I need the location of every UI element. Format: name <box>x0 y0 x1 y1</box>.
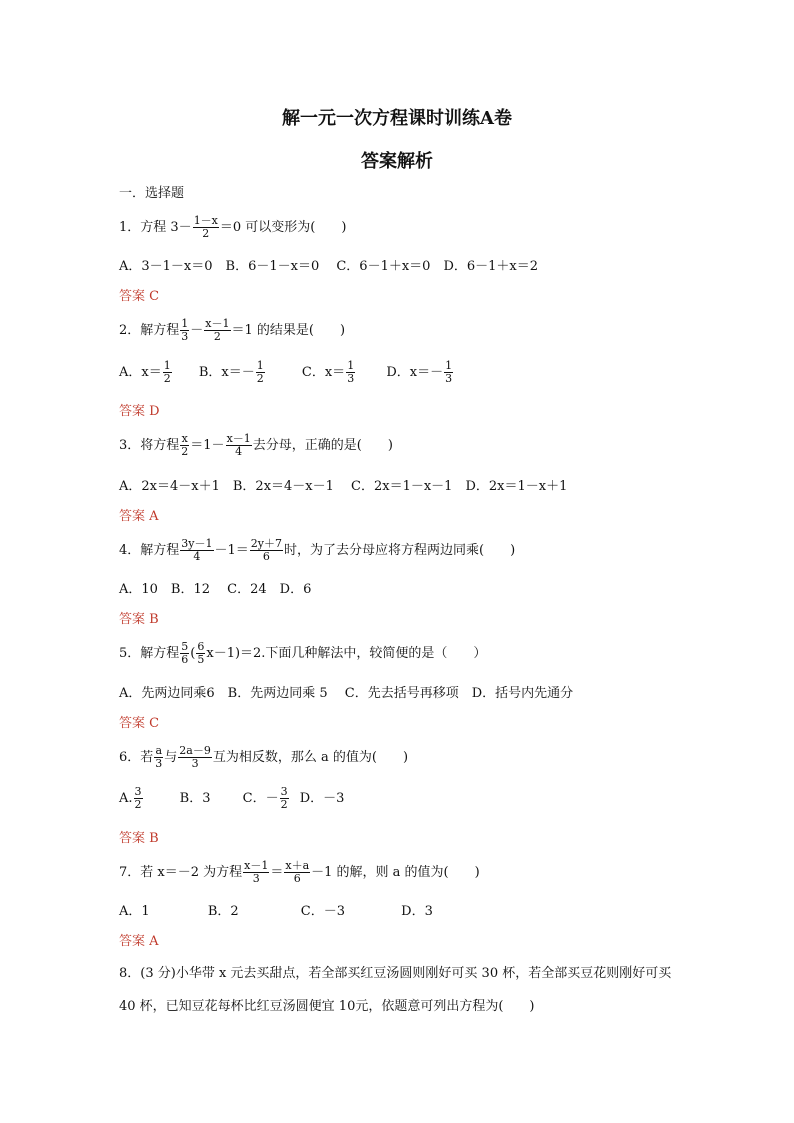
answer-6: 答案 B <box>119 831 159 846</box>
fraction-numerator: 1 <box>163 359 171 372</box>
answer-3: 答案 A <box>119 509 159 524</box>
text-segment: C．－3 <box>300 904 345 919</box>
fraction-denominator: 2 <box>181 445 189 459</box>
fraction <box>226 433 252 458</box>
question-1-options: A．3－1－x＝0 B．6－1－x＝0 C．6－1＋x＝0 D．6－1＋x＝2 <box>119 259 539 274</box>
fraction <box>180 641 189 666</box>
text-segment: A. <box>119 791 133 807</box>
fraction-numerator: x＋a <box>285 859 310 872</box>
text-segment: D．3 <box>401 904 433 919</box>
question-8-line-1: 8．(3 分)小华带 x 元去买甜点，若全部买红豆汤圆则刚好可买 30 杯，若全部买豆花则刚好可买 <box>119 966 672 981</box>
text-segment: 2．解方程 <box>119 323 180 339</box>
fraction-denominator: 5 <box>197 653 205 667</box>
question-1 <box>119 215 346 240</box>
fraction-numerator: x <box>181 432 188 445</box>
section-heading: 一．选择题 <box>119 186 185 201</box>
fraction-denominator: 4 <box>193 550 201 564</box>
fraction-denominator: 6 <box>293 872 301 886</box>
fraction-numerator: 3 <box>134 785 142 798</box>
fraction <box>193 215 219 240</box>
fraction-denominator: 2 <box>202 227 210 241</box>
text-segment: B．x＝－ <box>198 365 255 381</box>
text-segment: 5．解方程 <box>119 646 180 662</box>
fraction-numerator: 3y－1 <box>181 537 213 550</box>
fraction-numerator: 1 <box>445 359 453 372</box>
fraction <box>163 360 172 385</box>
fraction-denominator: 6 <box>181 653 189 667</box>
question-4-options: A．10 B．12 C．24 D．6 <box>119 582 312 597</box>
fraction-numerator: 5 <box>181 640 189 653</box>
question-8-line-2: 40 杯，已知豆花每杯比红豆汤圆便宜 10元，依题意可列出方程为( ) <box>119 999 535 1014</box>
question-3-options: A．2x＝4－x＋1 B．2x＝4－x－1 C．2x＝1－x－1 D．2x＝1－x＋1 <box>119 479 568 494</box>
fraction-numerator: 1－x <box>193 214 218 227</box>
fraction-denominator: 3 <box>191 757 199 771</box>
question-2-options <box>119 360 454 385</box>
fraction <box>346 360 355 385</box>
text-segment: －1＝ <box>214 543 249 559</box>
answer-1: 答案 C <box>119 289 160 304</box>
text-segment: ＝1 的结果是( ) <box>231 323 346 339</box>
fraction <box>180 433 189 458</box>
text-segment: C．x＝ <box>301 365 346 381</box>
fraction <box>280 786 289 811</box>
fraction <box>204 318 230 343</box>
text-segment: 6．若 <box>119 750 154 766</box>
text-segment: － <box>190 323 204 339</box>
fraction-denominator: 3 <box>347 372 355 386</box>
answer-5: 答案 C <box>119 716 160 731</box>
text-segment: 4．解方程 <box>119 543 180 559</box>
document-subtitle: 答案解析 <box>361 151 433 172</box>
fraction-denominator: 3 <box>445 372 453 386</box>
text-segment: 1．方程 3－ <box>119 220 192 236</box>
question-6 <box>119 745 408 770</box>
text-segment: ＝ <box>270 865 284 881</box>
text-segment: 3．将方程 <box>119 438 180 454</box>
fraction-numerator: x－1 <box>205 317 230 330</box>
fraction-numerator: 2a－9 <box>179 744 211 757</box>
text-segment: 7．若 x＝－2 为方程 <box>119 865 243 881</box>
text-segment: ＝0 可以变形为( ) <box>219 220 347 236</box>
fraction-denominator: 3 <box>181 330 189 344</box>
fraction-numerator: 3 <box>280 785 288 798</box>
fraction <box>180 538 213 563</box>
text-segment: D．x＝－ <box>386 365 444 381</box>
fraction-numerator: x－1 <box>244 859 269 872</box>
question-5-options: A．先两边同乘6 B．先两边同乘 5 C．先去括号再移项 D．括号内先通分 <box>119 686 574 701</box>
fraction <box>178 745 212 770</box>
fraction <box>154 745 163 770</box>
answer-4: 答案 B <box>119 612 159 627</box>
fraction-numerator: a <box>155 744 163 757</box>
fraction-denominator: 3 <box>155 757 163 771</box>
text-segment: D．－3 <box>299 791 345 807</box>
fraction <box>243 860 269 885</box>
text-segment: ( <box>190 646 196 662</box>
text-segment: x－1)＝2.下面几种解法中，较简便的是（ ） <box>206 646 487 662</box>
question-5 <box>119 641 486 666</box>
fraction-numerator: 1 <box>256 359 264 372</box>
question-3 <box>119 433 393 458</box>
text-segment: 与 <box>164 750 178 766</box>
text-segment: 去分母，正确的是( ) <box>252 438 393 454</box>
text-segment: A．1 <box>119 904 150 919</box>
fraction <box>444 360 453 385</box>
question-7 <box>119 860 480 885</box>
fraction-numerator: 1 <box>347 359 355 372</box>
question-7-options <box>119 905 433 918</box>
fraction <box>196 641 205 666</box>
fraction <box>134 786 143 811</box>
question-4 <box>119 538 515 563</box>
fraction-numerator: x－1 <box>226 432 251 445</box>
fraction-denominator: 2 <box>163 372 171 386</box>
text-segment: －1 的解，则 a 的值为( ) <box>311 865 480 881</box>
fraction-numerator: 2y＋7 <box>250 537 282 550</box>
fraction-denominator: 2 <box>256 372 264 386</box>
fraction-denominator: 2 <box>213 330 221 344</box>
text-segment: A．x＝ <box>119 365 162 381</box>
question-2 <box>119 318 345 343</box>
fraction-denominator: 2 <box>280 798 288 812</box>
fraction <box>250 538 283 563</box>
answer-7: 答案 A <box>119 934 159 949</box>
text-segment: 互为相反数，那么 a 的值为( ) <box>212 750 409 766</box>
text-segment: B．3 <box>179 791 211 807</box>
fraction-denominator: 4 <box>235 445 243 459</box>
text-segment: ＝1－ <box>190 438 225 454</box>
document-title: 解一元一次方程课时训练A卷 <box>282 108 512 129</box>
text-segment: 时，为了去分母应将方程两边同乘( ) <box>284 543 516 559</box>
fraction-denominator: 2 <box>134 798 142 812</box>
fraction-numerator: 1 <box>181 317 189 330</box>
text-segment: B．2 <box>207 904 239 919</box>
fraction-denominator: 6 <box>262 550 270 564</box>
fraction-denominator: 3 <box>252 872 260 886</box>
fraction-numerator: 6 <box>197 640 205 653</box>
text-segment: C．－ <box>242 791 279 807</box>
question-6-options <box>119 786 344 811</box>
fraction <box>256 360 265 385</box>
answer-2: 答案 D <box>119 404 160 419</box>
fraction <box>180 318 189 343</box>
fraction <box>284 860 310 885</box>
